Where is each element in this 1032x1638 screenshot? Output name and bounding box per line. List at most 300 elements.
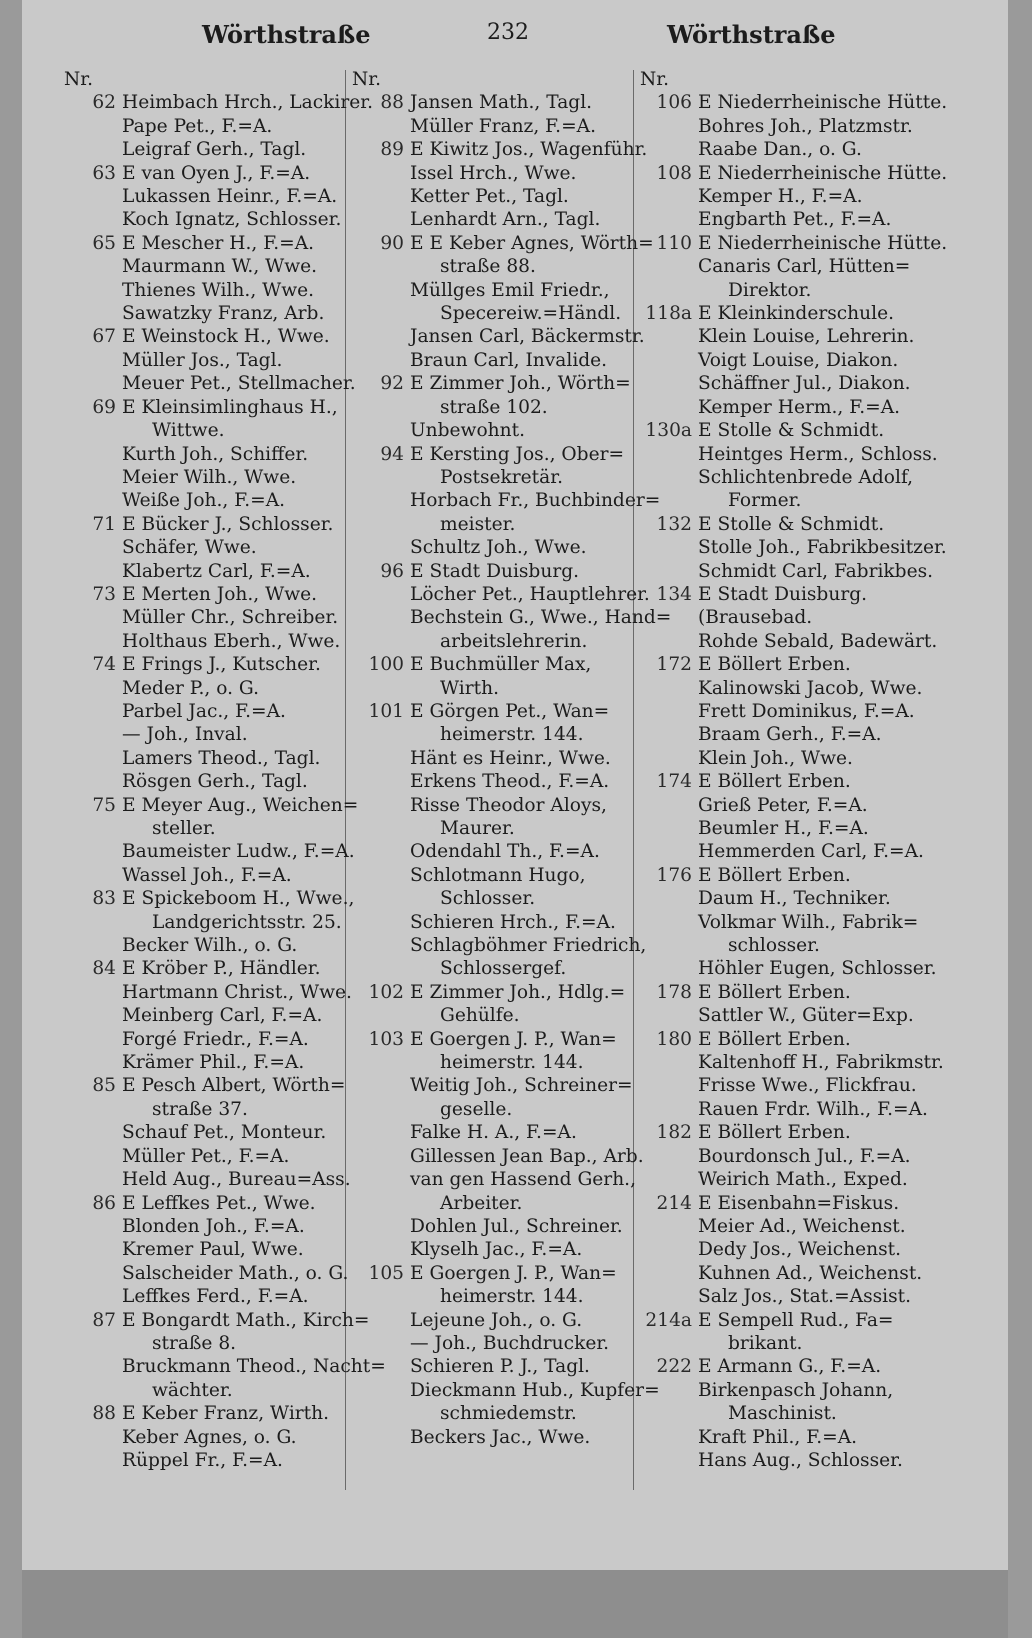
list-item [640, 208, 940, 231]
house-number: 130a [645, 420, 692, 442]
list-item [640, 1051, 944, 1074]
house-number: 69 [92, 396, 116, 418]
list-item [352, 513, 652, 536]
entry-text: Sattler W., Güter=Exp. [698, 1005, 914, 1027]
list-item [64, 747, 364, 770]
list-item [640, 1402, 940, 1425]
entry-text: Held Aug., Bureau=Ass. [122, 1169, 351, 1191]
list-item [64, 255, 364, 278]
entry-text: Arbeiter. [440, 1192, 523, 1214]
entry-text: E Kröber P., Händler. [122, 958, 321, 980]
list-item [352, 957, 652, 980]
list-item [352, 606, 672, 629]
entry-text: Wirth. [440, 677, 499, 699]
entry-text: Landgerichtsstr. 25. [152, 911, 342, 933]
entry-text: straße 8. [152, 1332, 237, 1354]
house-number: 71 [92, 513, 116, 535]
entry-text: Schlotmann Hugo, [410, 864, 586, 886]
entry-text: Holthaus Eberh., Wwe. [122, 630, 341, 652]
entry-text: Erkens Theod., F.=A. [410, 771, 610, 793]
entry-text: geselle. [440, 1098, 513, 1120]
list-item [640, 513, 940, 536]
list-item [640, 981, 940, 1004]
directory-page [22, 0, 1008, 1638]
list-item [640, 817, 940, 840]
entry-text: Rüppel Fr., F.=A. [122, 1449, 283, 1471]
entry-text: steller. [152, 818, 216, 839]
list-item [64, 1379, 364, 1402]
entry-text: Parbel Jac., F.=A. [122, 700, 286, 722]
list-item [64, 466, 364, 489]
list-item [352, 185, 652, 208]
list-item [640, 232, 948, 255]
entry-text: straße 37. [152, 1098, 248, 1120]
list-item [352, 208, 652, 231]
entry-text: Meier Ad., Weichenst. [698, 1215, 906, 1237]
entry-text: Voigt Louise, Diakon. [698, 349, 899, 371]
list-item [352, 489, 661, 512]
list-item [640, 700, 940, 723]
list-item [640, 396, 940, 419]
list-item [352, 817, 652, 840]
column-heading [64, 68, 364, 91]
list-item [352, 1309, 652, 1332]
house-number: 172 [656, 654, 692, 676]
list-item [64, 770, 364, 793]
entry-text: heimerstr. 144. [440, 1052, 584, 1074]
house-number: 182 [656, 1122, 692, 1144]
list-item [64, 115, 364, 138]
house-number: 88 [380, 92, 404, 114]
house-number: 88 [92, 1403, 116, 1425]
list-item [640, 162, 948, 185]
entry-text: Höhler Eugen, Schlosser. [698, 958, 937, 980]
entry-text: Rohde Sebald, Badewärt. [698, 630, 938, 652]
entry-text: Kalinowski Jacob, Wwe. [698, 677, 923, 699]
list-item [64, 887, 364, 910]
entry-text: Maschinist. [728, 1403, 837, 1425]
list-item [64, 1262, 364, 1285]
list-item [64, 419, 364, 442]
entry-text: Gehülfe. [440, 1005, 520, 1027]
house-number: 67 [92, 326, 116, 348]
house-number: 106 [656, 92, 692, 114]
list-item [352, 443, 652, 466]
house-number: 85 [92, 1075, 116, 1097]
list-item [352, 138, 652, 161]
entry-text: Schlagböhmer Friedrich, [410, 935, 647, 957]
entry-text: E Stadt Duisburg. [410, 560, 580, 582]
entry-text: E Böllert Erben. [698, 864, 851, 886]
list-item [352, 162, 652, 185]
entry-text: Schlosser. [440, 888, 536, 910]
entry-text: E Leffkes Pet., Wwe. [122, 1192, 316, 1214]
entry-text: Former. [728, 490, 802, 512]
entry-text: E Zimmer Joh., Wörth= [410, 373, 631, 395]
entry-text: Birkenpasch Johann, [698, 1379, 894, 1401]
entry-text: Weiße Joh., F.=A. [122, 490, 286, 512]
entry-text: E Goergen J. P., Wan= [410, 1262, 617, 1284]
list-item [352, 981, 652, 1004]
list-item [352, 396, 652, 419]
list-item [64, 325, 364, 348]
entry-text: E Böllert Erben. [698, 1122, 851, 1144]
list-item [640, 349, 940, 372]
entry-text: E Kersting Jos., Ober= [410, 443, 625, 465]
list-item [352, 1285, 652, 1308]
list-item [64, 817, 364, 840]
entry-text: Meuer Pet., Stellmacher. [122, 373, 356, 395]
column-heading-text: Nr. [640, 69, 670, 90]
entry-text: Sawatzky Franz, Arb. [122, 303, 325, 325]
entry-text: E Kleinkinderschule. [698, 303, 894, 325]
entry-text: heimerstr. 144. [440, 724, 584, 746]
house-number: 174 [656, 771, 692, 793]
entry-text: Schmidt Carl, Fabrikbes. [698, 560, 934, 582]
list-item [640, 1192, 940, 1215]
list-item [640, 372, 940, 395]
house-number: 65 [92, 232, 116, 254]
entry-text: Hänt es Heinr., Wwe. [410, 747, 611, 769]
entry-text: Risse Theodor Aloys, [410, 794, 607, 816]
entry-text: Daum H., Techniker. [698, 888, 891, 910]
house-number: 89 [380, 139, 404, 161]
entry-text: Salz Jos., Stat.=Assist. [698, 1286, 912, 1308]
list-item [352, 864, 652, 887]
entry-text: Lejeune Joh., o. G. [410, 1309, 583, 1331]
list-item [352, 1168, 652, 1191]
list-item [352, 1074, 652, 1097]
entry-text: Hans Aug., Schlosser. [698, 1449, 903, 1471]
list-item [352, 302, 652, 325]
entry-text: Beckers Jac., Wwe. [410, 1426, 591, 1448]
list-item [640, 115, 940, 138]
house-number: 83 [92, 888, 116, 910]
entry-text: E Kiwitz Jos., Wagenführ. [410, 139, 648, 161]
entry-text: E Goergen J. P., Wan= [410, 1028, 617, 1050]
house-number: 102 [368, 981, 404, 1003]
list-item [640, 560, 940, 583]
entry-text: Kuhnen Ad., Weichenst. [698, 1262, 923, 1284]
entry-text: Volkmar Wilh., Fabrik= [698, 911, 919, 933]
list-item [64, 536, 364, 559]
list-item [64, 1098, 364, 1121]
entry-text: Müllges Emil Friedr., [410, 279, 610, 301]
list-item [64, 489, 364, 512]
list-item [640, 1028, 940, 1051]
list-item [64, 1285, 364, 1308]
list-item [64, 1238, 364, 1261]
list-item [64, 653, 364, 676]
list-item [640, 1121, 940, 1144]
entry-text: E Görgen Pet., Wan= [410, 700, 610, 722]
entry-text: Dieckmann Hub., Kupfer= [410, 1379, 660, 1401]
house-number: 101 [368, 700, 404, 722]
entry-text: Meinberg Carl, F.=A. [122, 1005, 323, 1027]
entry-text: Dohlen Jul., Schreiner. [410, 1215, 623, 1237]
entry-text: (Brausebad. [698, 607, 813, 629]
list-item [64, 1332, 364, 1355]
entry-text: E Sempell Rud., Fa= [698, 1309, 894, 1331]
list-item [64, 1004, 364, 1027]
list-item [352, 1238, 652, 1261]
list-item [352, 1004, 652, 1027]
list-item [640, 255, 940, 278]
list-item [352, 1098, 652, 1121]
entry-text: Schieren Hrch., F.=A. [410, 911, 616, 933]
entry-text: E Pesch Albert, Wörth= [122, 1075, 346, 1097]
list-item [64, 723, 364, 746]
list-item [64, 677, 364, 700]
list-item [352, 1051, 652, 1074]
entry-text: Leigraf Gerh., Tagl. [122, 139, 307, 161]
entry-text: Klyselh Jac., F.=A. [410, 1239, 583, 1261]
column-heading [352, 68, 652, 91]
list-item [352, 1145, 652, 1168]
entry-text: E Böllert Erben. [698, 1028, 851, 1050]
entry-text: E Mescher H., F.=A. [122, 232, 315, 254]
entry-text: — Joh., Inval. [122, 724, 248, 746]
entry-text: Bechstein G., Wwe., Hand= [410, 607, 672, 629]
entry-text: Koch Ignatz, Schlosser. [122, 209, 342, 231]
entry-text: Specereiw.=Händl. [440, 303, 622, 325]
entry-text: Maurer. [440, 818, 515, 839]
list-item [352, 653, 652, 676]
entry-text: Weirich Math., Exped. [698, 1169, 908, 1191]
entry-text: straße 102. [440, 396, 548, 418]
list-item [352, 770, 652, 793]
entry-text: E Stolle & Schmidt. [698, 513, 885, 535]
entry-text: Pape Pet., F.=A. [122, 115, 273, 137]
list-item [352, 747, 652, 770]
entry-text: E Böllert Erben. [698, 771, 851, 793]
house-number: 103 [368, 1028, 404, 1050]
list-item [64, 302, 364, 325]
list-item [640, 466, 940, 489]
entry-text: Kemper H., F.=A. [698, 186, 863, 208]
list-item [352, 91, 652, 114]
list-item [640, 489, 940, 512]
house-number: 176 [656, 864, 692, 886]
entry-text: Dedy Jos., Weichenst. [698, 1239, 901, 1261]
list-item [640, 1332, 940, 1355]
list-item [352, 700, 652, 723]
entry-text: Müller Chr., Schreiber. [122, 607, 339, 629]
entry-text: Kraft Phil., F.=A. [698, 1426, 858, 1448]
entry-text: Müller Pet., F.=A. [122, 1145, 290, 1167]
entry-text: Grieß Peter, F.=A. [698, 794, 868, 816]
entry-text: E Meyer Aug., Weichen= [122, 794, 359, 816]
list-item [352, 1426, 652, 1449]
list-item [640, 279, 940, 302]
list-item [352, 560, 652, 583]
list-item [64, 911, 364, 934]
entry-text: Ketter Pet., Tagl. [410, 186, 569, 208]
list-item [352, 1332, 652, 1355]
list-item [352, 583, 652, 606]
house-number: 90 [380, 232, 404, 254]
list-item [640, 419, 940, 442]
list-item [64, 981, 364, 1004]
entry-text: meister. [440, 513, 516, 535]
entry-text: Bohres Joh., Platzmstr. [698, 115, 913, 137]
entry-text: Becker Wilh., o. G. [122, 935, 298, 957]
entry-text: Blonden Joh., F.=A. [122, 1215, 305, 1237]
list-item [64, 513, 364, 536]
list-item [352, 630, 652, 653]
entry-text: Rösgen Gerh., Tagl. [122, 771, 308, 793]
entry-text: Frett Dominikus, F.=A. [698, 700, 915, 722]
entry-text: Krämer Phil., F.=A. [122, 1052, 305, 1074]
list-item [640, 1074, 940, 1097]
house-number: 84 [92, 958, 116, 980]
list-item [64, 1426, 364, 1449]
entry-text: Beumler H., F.=A. [698, 818, 869, 839]
entry-text: E Keber Franz, Wirth. [122, 1403, 330, 1425]
column-heading-text: Nr. [64, 69, 94, 90]
list-item [640, 325, 940, 348]
house-number: 214 [656, 1192, 692, 1214]
entry-text: straße 88. [440, 256, 536, 278]
list-item [64, 560, 364, 583]
list-item [640, 723, 940, 746]
entry-text: Meder P., o. G. [122, 677, 260, 699]
entry-text: Klabertz Carl, F.=A. [122, 560, 311, 582]
list-item [352, 372, 652, 395]
page-header [22, 20, 1008, 60]
entry-text: E Bücker J., Schlosser. [122, 513, 334, 535]
house-number: 86 [92, 1192, 116, 1214]
list-item [64, 1168, 364, 1191]
list-item [352, 1028, 652, 1051]
entry-text: E Frings J., Kutscher. [122, 654, 321, 676]
list-item [640, 1238, 940, 1261]
list-item [640, 583, 940, 606]
entry-text: E Niederrheinische Hütte. [698, 162, 948, 184]
list-item [640, 677, 940, 700]
entry-text: E Stolle & Schmidt. [698, 420, 885, 442]
list-item [640, 840, 940, 863]
entry-text: Weitig Joh., Schreiner= [410, 1075, 633, 1097]
list-item [64, 396, 364, 419]
list-item [64, 934, 364, 957]
entry-text: E Kleinsimlinghaus H., [122, 396, 338, 418]
house-number: 105 [368, 1262, 404, 1284]
list-item [64, 583, 364, 606]
list-item [640, 302, 940, 325]
list-item [352, 325, 652, 348]
list-item [352, 279, 652, 302]
house-number: 134 [656, 583, 692, 605]
entry-text: Unbewohnt. [410, 420, 525, 442]
entry-text: Gillessen Jean Bap., Arb. [410, 1145, 644, 1167]
entry-text: Jansen Math., Tagl. [410, 92, 593, 114]
entry-text: Schieren P. J., Tagl. [410, 1356, 590, 1378]
list-item [640, 770, 940, 793]
entry-text: schlosser. [728, 935, 820, 957]
list-item [640, 1098, 940, 1121]
list-item [640, 1145, 940, 1168]
entry-text: Müller Franz, F.=A. [410, 115, 597, 137]
list-item [64, 349, 364, 372]
entry-text: Stolle Joh., Fabrikbesitzer. [698, 537, 947, 559]
entry-text: E Weinstock H., Wwe. [122, 326, 330, 348]
list-item [640, 1262, 940, 1285]
list-item [352, 115, 652, 138]
list-item [352, 1192, 652, 1215]
list-item [640, 138, 940, 161]
list-item [640, 185, 940, 208]
entry-text: Schäffner Jul., Diakon. [698, 373, 911, 395]
entry-text: Schlichtenbrede Adolf, [698, 466, 914, 488]
list-item [64, 1215, 364, 1238]
list-item [640, 1379, 940, 1402]
entry-text: Braam Gerh., F.=A. [698, 724, 882, 746]
list-item [352, 840, 652, 863]
entry-text: E Stadt Duisburg. [698, 583, 868, 605]
entry-text: E Zimmer Joh., Hdlg.= [410, 981, 626, 1003]
list-item [64, 1074, 364, 1097]
list-item [640, 911, 940, 934]
list-item [640, 630, 940, 653]
list-item [64, 185, 364, 208]
list-item [64, 700, 364, 723]
house-number: 73 [92, 583, 116, 605]
house-number: 110 [656, 232, 692, 254]
entry-text: Rauen Frdr. Wilh., F.=A. [698, 1098, 928, 1120]
list-item [640, 1309, 940, 1332]
list-item [64, 1145, 364, 1168]
entry-text: Raabe Dan., o. G. [698, 139, 862, 161]
entry-text: Postsekretär. [440, 466, 563, 488]
entry-text: Leffkes Ferd., F.=A. [122, 1286, 309, 1308]
entry-text: Kaltenhoff H., Fabrikmstr. [698, 1052, 944, 1074]
list-item [640, 887, 940, 910]
entry-text: Bruckmann Theod., Nacht= [122, 1356, 386, 1378]
house-number: 222 [656, 1356, 692, 1378]
house-number: 108 [656, 162, 692, 184]
list-item [64, 606, 364, 629]
entry-text: Kemper Herm., F.=A. [698, 396, 901, 418]
list-item [352, 794, 652, 817]
house-number: 92 [380, 373, 404, 395]
street-title-right: Wörthstraße [667, 20, 836, 49]
house-number: 87 [92, 1309, 116, 1331]
house-number: 94 [380, 443, 404, 465]
entry-text: Keber Agnes, o. G. [122, 1426, 297, 1448]
entry-text: E Armann G., F.=A. [698, 1356, 882, 1378]
entry-text: wächter. [152, 1379, 233, 1401]
list-item [64, 1051, 364, 1074]
list-item [640, 536, 947, 559]
list-item [640, 606, 940, 629]
list-item [352, 677, 652, 700]
list-item [64, 1355, 386, 1378]
entry-text: E van Oyen J., F.=A. [122, 162, 311, 184]
list-item [640, 1285, 940, 1308]
list-item [640, 1426, 940, 1449]
entry-text: Braun Carl, Invalide. [410, 349, 608, 371]
list-item [640, 1004, 940, 1027]
list-item [64, 1402, 364, 1425]
entry-text: Kurth Joh., Schiffer. [122, 443, 309, 465]
entry-text: brikant. [728, 1332, 803, 1354]
entry-text: Hemmerden Carl, F.=A. [698, 841, 924, 863]
list-item [352, 349, 652, 372]
house-number: 62 [92, 92, 116, 114]
list-item [640, 1449, 940, 1472]
list-item [64, 208, 364, 231]
